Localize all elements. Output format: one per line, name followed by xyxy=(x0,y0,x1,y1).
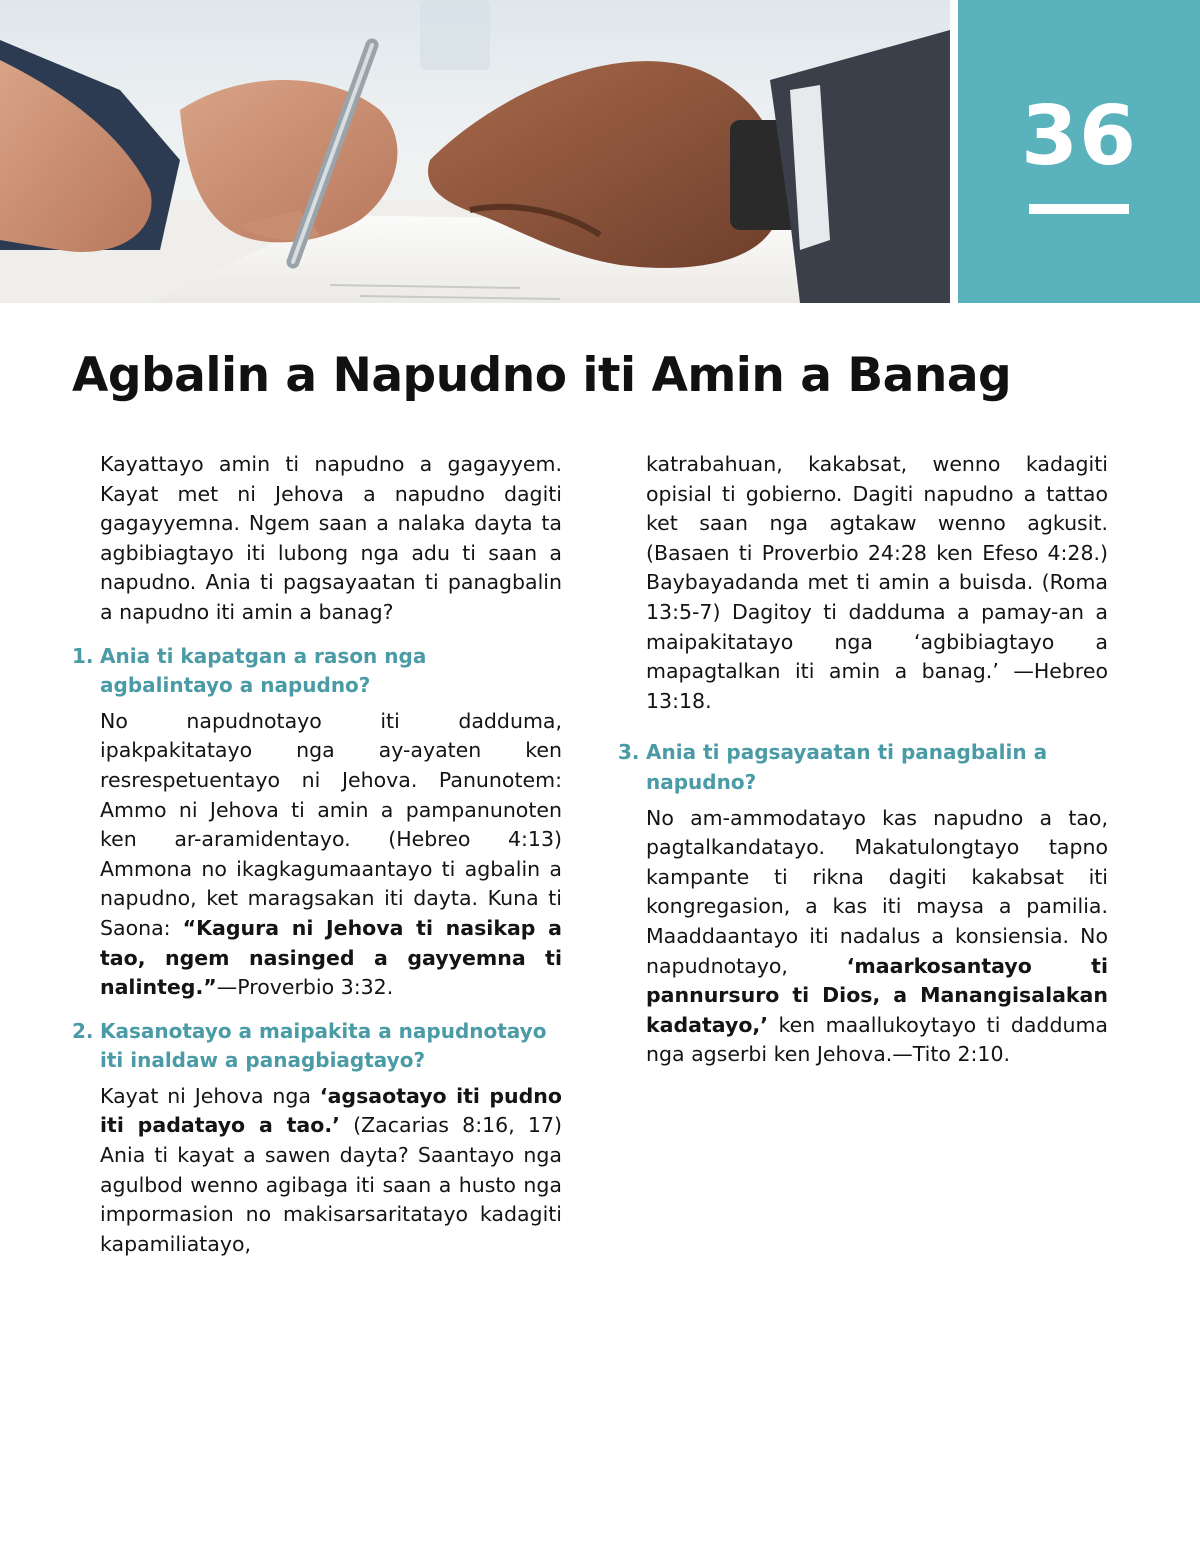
scripture-quote: ‘maarkosantayo ti pannursuro ti Dios, a Manangisalakan kadatayo,’ xyxy=(646,953,1108,1037)
answer-paragraph-2 xyxy=(72,1082,562,1260)
scripture-ref: ken maallukoytayo ti dadduma nga agserbi ken Jehova.—Tito 2:10. xyxy=(646,1012,1108,1067)
answer-paragraph-3 xyxy=(618,804,1108,1070)
answer-text: (Zacarias 8:16, 17) Ania ti kayat a sawen dayta? Saantayo nga agulbod wenno agibaga iti saan a husto nga impormasion no makisarsaritatayo kadagiti kapamiliatayo, xyxy=(100,1113,562,1256)
column-right xyxy=(618,450,1108,1084)
lesson-number-badge xyxy=(958,0,1200,303)
question-number: 1. xyxy=(72,643,94,668)
answer-paragraph-1 xyxy=(72,707,562,1003)
badge-underline xyxy=(1029,204,1129,214)
intro-paragraph: Kayattayo amin ti napudno a gagayyem. Kayat met ni Jehova a napudno dagiti gagayyemna. Ngem saan a nalaka dayta ta agbibiagtayo iti lubong nga adu ti saan a napudno. Ania ti pagsayaatan ti panagbalin a napudno iti amin a banag? xyxy=(100,452,562,624)
question-text: Ania ti pagsayaatan ti panagbalin a napudno? xyxy=(646,740,1048,794)
scripture-ref: —Proverbio 3:32. xyxy=(216,975,394,1000)
answer-paragraph-2-continued: katrabahuan, kakabsat, wenno kadagiti opisial ti gobierno. Dagiti napudno a tattao ket saan nga agtakaw wenno agkusit. (Basaen ti Proverbio 24:28 ken Efeso 4:28.) Baybayadanda met ti amin a buisda. (Roma 13:5-7) Dagitoy ti dadduma a pamay-an a maipakitatayo nga ‘agbibiagtayo a mapagtalkan iti amin a banag.’ —Hebreo 13:18. xyxy=(646,452,1108,713)
hands-signing-illustration xyxy=(0,0,950,303)
question-2 xyxy=(72,1017,562,1076)
hero-photo xyxy=(0,0,950,303)
scripture-quote: “Kagura ni Jehova ti nasikap a tao, ngem nasinged a gayyemna ti nalinteg.” xyxy=(100,915,562,1000)
question-text: Kasanotayo a maipakita a napudnotayo iti inaldaw a panagbiagtayo? xyxy=(100,1018,547,1073)
page-title: Agbalin a Napudno iti Amin a Banag xyxy=(72,348,1012,403)
question-number: 2. xyxy=(72,1018,94,1043)
question-3 xyxy=(618,738,1108,797)
column-left xyxy=(72,450,562,1273)
scripture-quote: ‘agsaotayo iti pudno iti padatayo a tao.’ xyxy=(100,1083,562,1138)
question-number: 3. xyxy=(618,740,640,765)
question-text: Ania ti kapatgan a rason nga agbalintayo a napudno? xyxy=(100,643,427,698)
lesson-number: 36 xyxy=(1020,89,1138,184)
answer-text: No am-ammodatayo kas napudno a tao, pagtalkandatayo. Makatulongtayo tapno kampante ti rikna dagiti kakabsat iti kongregasion, a kas iti maysa a pamilia. Maaddaantayo iti nadalus a konsiensia. No napudnotayo, xyxy=(646,805,1108,978)
answer-text: No napudnotayo iti dadduma, ipakpakitatayo nga ay-ayaten ken resrespetuentayo ni Jehova. Panunotem: Ammo ni Jehova ti amin a pampanunoten ken ar-aramidentayo. (Hebreo 4:13) Ammona no ikagkagumaantayo ti agbalin a napudno, ket maragsakan iti dayta. Kuna ti Saona: xyxy=(100,708,562,940)
answer-text: Kayat ni Jehova nga xyxy=(100,1083,320,1108)
question-1 xyxy=(72,642,562,701)
